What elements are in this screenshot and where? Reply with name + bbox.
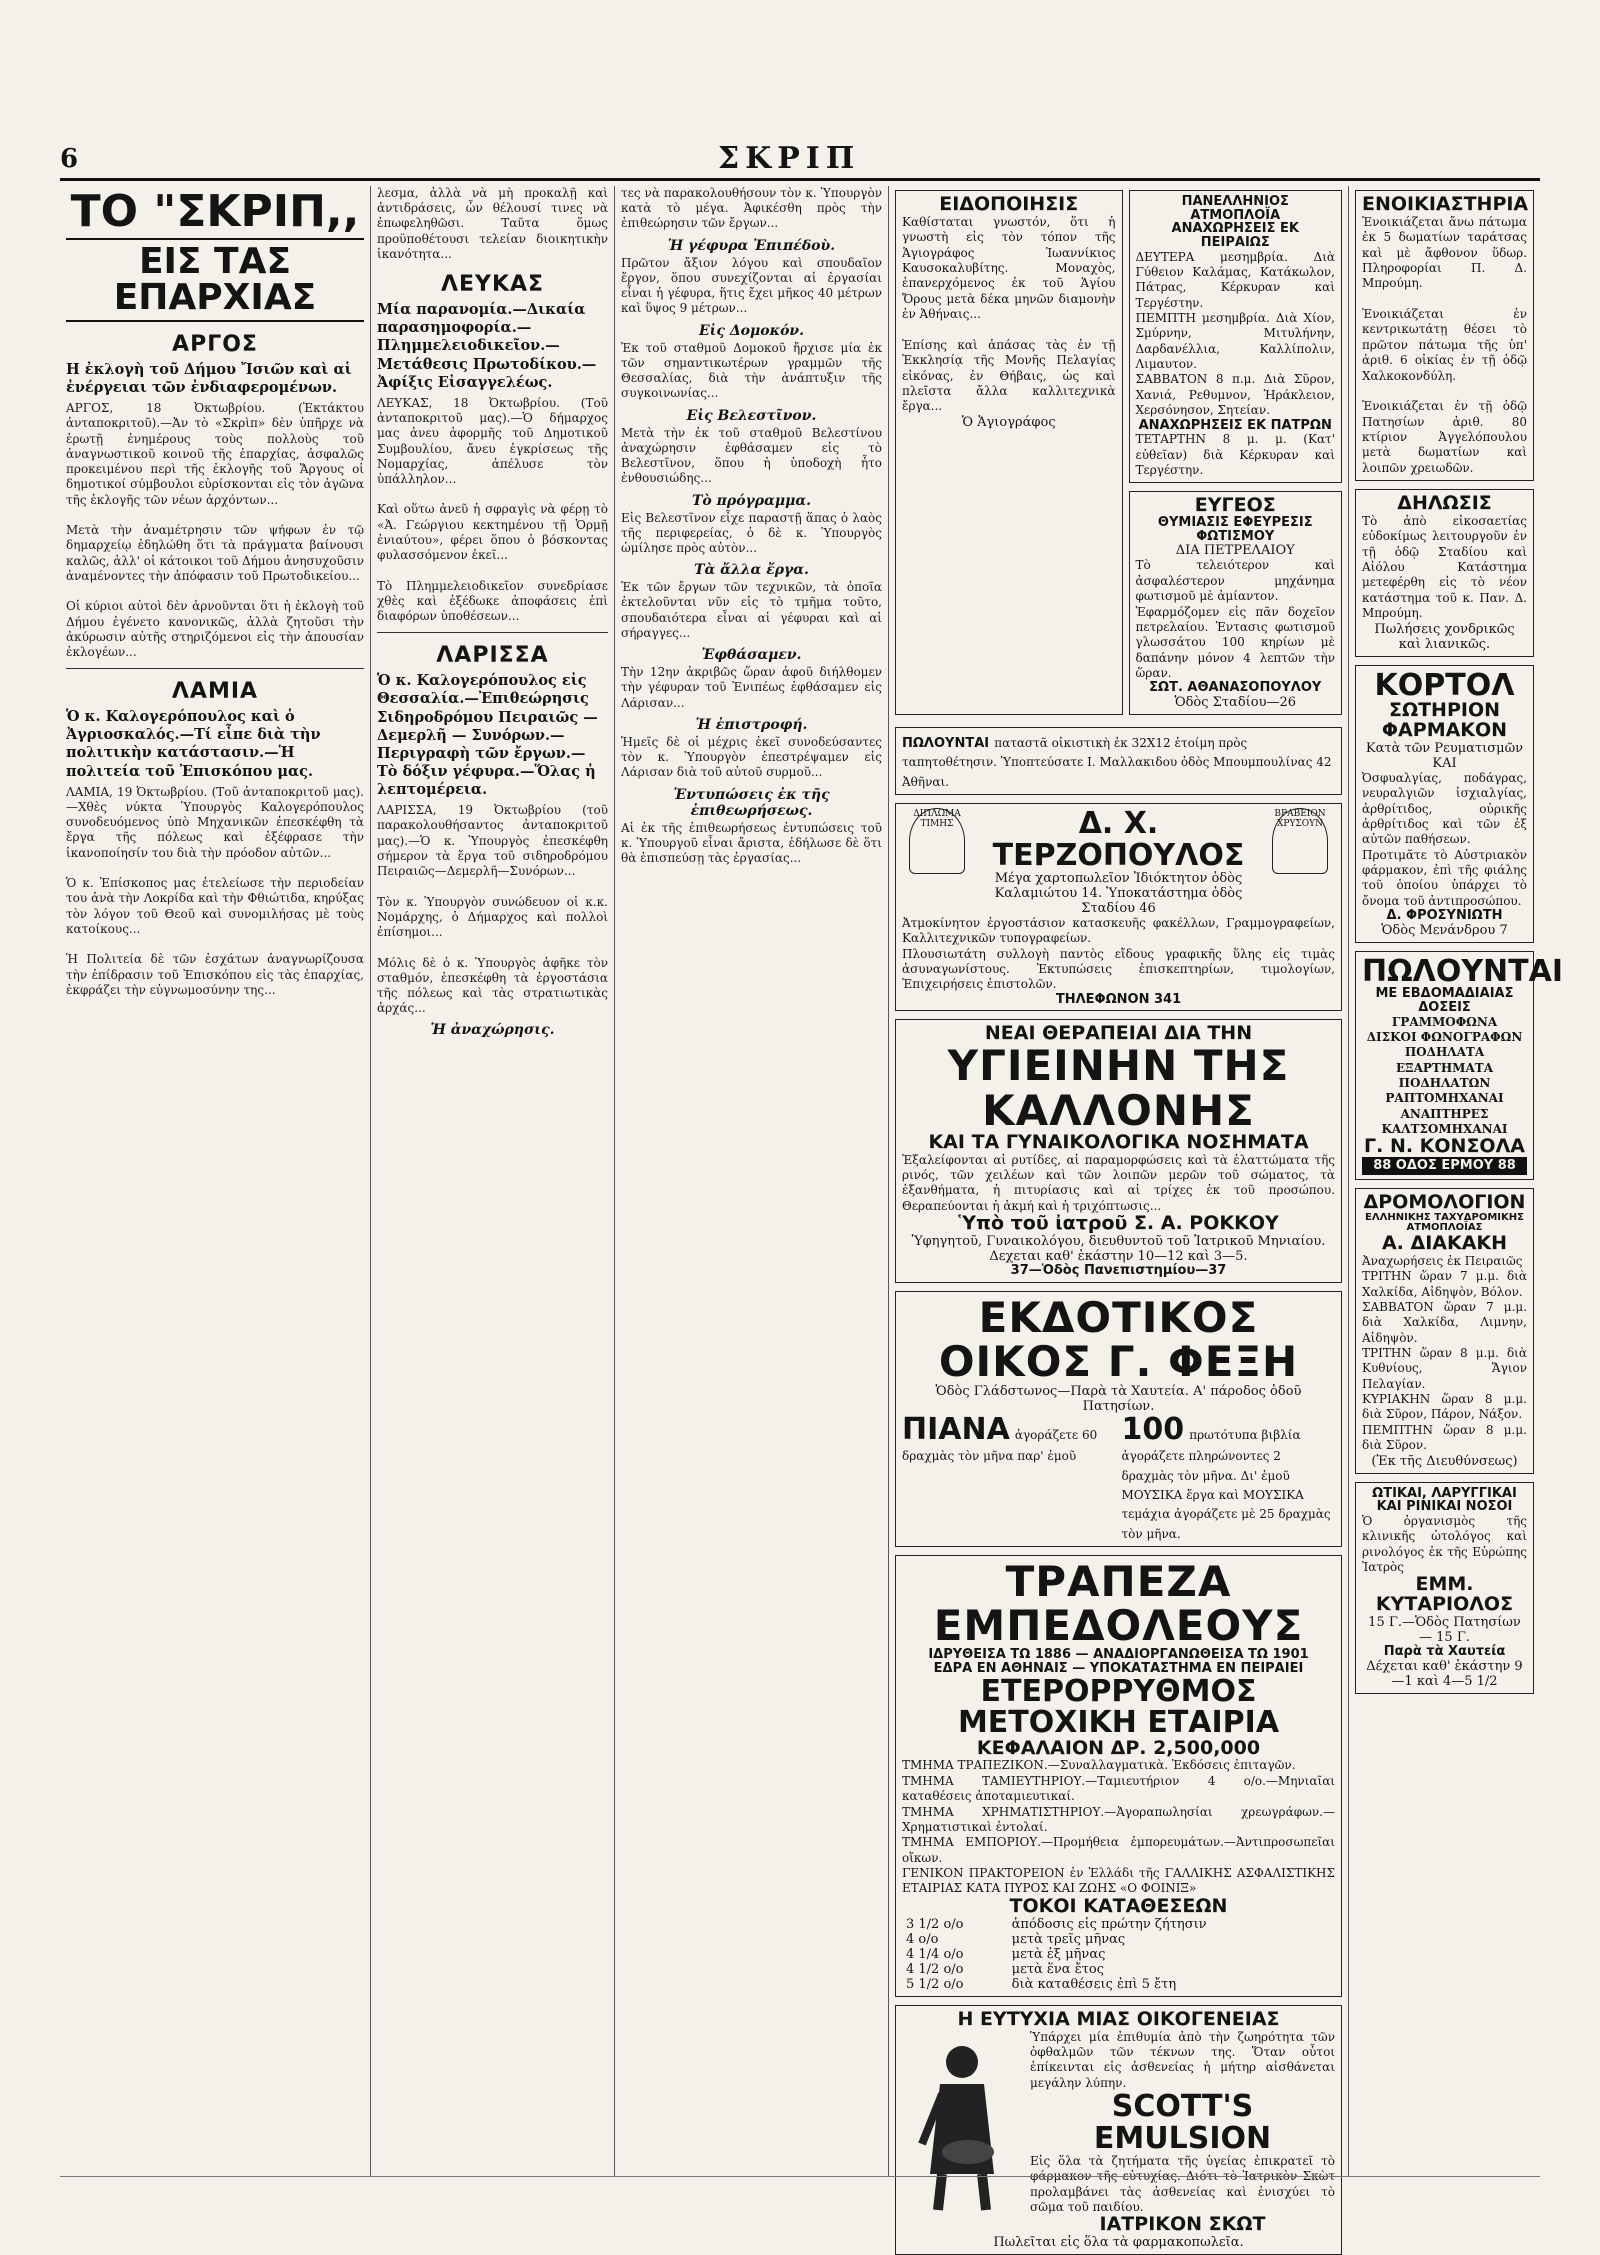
lighting-tagline: ΔΙΑ ΠΕΤΡΕΛΑΙΟΥ: [1175, 543, 1295, 559]
timetable-owner: Α. ΔΙΑΚΑΚΗ: [1381, 1231, 1508, 1254]
steamship-subheading-2: ΑΝΑΧΩΡΗΣΕΙΣ ΕΚ ΠΑΤΡΩΝ: [1138, 417, 1332, 433]
beauty-heading-1: ΝΕΑΙ ΘΕΡΑΠΕΙΑΙ ΔΙΑ ΤΗΝ: [984, 1022, 1253, 1045]
programma-body: Εἰς Βελεστῖνον εἶχε παραστῇ ἅπας ὁ λαὸς τῆς περιφερείας, ὁ δὲ κ. Ὑπουργὸς ὡμίλησε πρὸς αὐτὸν...: [621, 510, 886, 555]
lefkas-heading: ΛΕΥΚΑΣ: [440, 272, 545, 298]
ent-heading: ΩΤΙΚΑΙ, ΛΑΡΥΓΓΙΚΑΙ ΚΑΙ ΡΙΝΙΚΑΙ ΝΟΣΟΙ: [1372, 1485, 1517, 1515]
column-3: [614, 186, 888, 2176]
rate-term: μετὰ ἐξ μῆνας: [1011, 1946, 1106, 1962]
sale-heading: ΠΩΛΟΥΝΤΑΙ: [902, 735, 990, 751]
sale-body: παταστᾶ οἰκιστικὴ ἐκ 32Χ12 ἑτοίμη πρὸς ταπητοθέτησιν. Ὑποπτεύσατε Ι. Μαλλακιδου ὁδὸς Μπουμπουλίνας 42 Ἀθῆναι.: [902, 735, 1336, 789]
stationery-ad: [895, 803, 1342, 1011]
rate-value: 4 1/2 ο/ο: [906, 1961, 964, 1977]
steamship-heading: ΠΑΝΕΛΛΗΝΙΟΣ ΑΤΜΟΠΛΟΪΑ: [1181, 194, 1289, 223]
rentals-heading: ΕΝΟΙΚΙΑΣΤΗΡΙΑ: [1362, 193, 1529, 215]
rate-value: 5 1/2 ο/ο: [906, 1976, 964, 1992]
stationery-subheading: Μέγα χαρτοπωλεῖον Ἰδιόκτητον ὁδὸς Καλαμιώτου 14. Ὑποκατάστημα ὁδὸς Σταδίου 46: [994, 871, 1243, 917]
kortol-ad: [1355, 665, 1534, 943]
publisher-ad: [895, 1291, 1342, 1547]
gefyra-subheading: Ἡ γέφυρα Ἐπιπέδοὺ.: [667, 237, 836, 254]
bank-rates-heading: ΤΟΚΟΙ ΚΑΤΑΘΕΣΕΩΝ: [1009, 1894, 1228, 1917]
scotts-intro: Ὑπάρχει μία ἐπιθυμία ἀπὸ τὴν ζωηρότητα τῶν ὀφθαλμῶν τῶν τέκνων της. Ὅταν οὗτοι ἐπίκεινται εἰς ἀσθενείας ἡ μήτηρ αἰσθάνεται μεγάλην λύπην.: [1030, 2029, 1339, 2090]
larisa-deck: Ὁ κ. Καλογερόπουλος εἰς Θεσσαλία.—Ἐπιθεώρησις Σιδηροδρόμου Πειραιῶς — Δεμερλῆ — Συνόρων.— Περιγραφὴ τῶν ἔργων.— Τὸ δόξιν γέφυρα.—Ὅλας ἡ λεπτομέρεια.: [377, 672, 598, 799]
page-number: 6: [60, 144, 79, 174]
gramophone-heading: ΠΩΛΟΥΝΤΑΙ: [1362, 953, 1564, 989]
lighting-heading: ΕΥΓΕΟΣ: [1194, 494, 1276, 517]
beauty-address: 37—Ὁδὸς Πανεπιστημίου—37: [1010, 1262, 1227, 1278]
timetable-subheading: ΕΛΛΗΝΙΚΗΣ ΤΑΧΥΔΡΟΜΙΚΗΣ ΑΤΜΟΠΛΟΪΑΣ: [1365, 1211, 1524, 1234]
beauty-ad: [895, 1019, 1342, 1282]
rate-row: [902, 1977, 1335, 1992]
publisher-heading: ΕΚΔΟΤΙΚΟΣ ΟΙΚΟΣ Γ. ΦΕΞΗ: [938, 1292, 1299, 1386]
erga-body: Ἐκ τῶν ἔργων τῶν τεχνικῶν, τὰ ὁποῖα ἐκτελοῦνται νῦν εἰς τὸ τμῆμα τοῦτο, σπουδαιότερα εἶναι αἱ γέφυραι καὶ αἱ σήραγγες...: [621, 580, 886, 640]
col3-top-body: τες νὰ παρακολουθήσουν τὸν κ. Ὑπουργὸν κατὰ τὸ μέγα. Ἀφικέσθη πρὸς τὴν ἐπιθεώρησιν τῶν ἔργων...: [621, 186, 886, 231]
scotts-footer: Πωλεῖται εἰς ὅλα τὰ φαρμακοπωλεῖα.: [993, 2235, 1244, 2251]
beauty-body: Ἐξαλείφονται αἱ ρυτίδες, αἱ παραμορφώσεις καὶ τὰ ἐλαττώματα τῆς ρινός, τῶν χειλέων καὶ τῶν λοιπῶν μερῶν τοῦ σώματος, τὰ ἐξανθήματα, ἡ πιτυρίασις καὶ αἱ τρίχες ἐκ τοῦ προσώπου. Θεραπεύονται ἡ ἀκμή καὶ ἡ τριχόπτωσις...: [902, 1152, 1339, 1213]
argos-body: ΑΡΓΟΣ, 18 Ὀκτωβρίου. (Ἐκτάκτου ἀνταποκριτοῦ).—Ἀν τὸ «Σκρὶπ» δὲν ὑπῆρχε νὰ ἐρωτῇ ἐνημέρους τοὺς πολλοὺς τοῦ ἀναγνωστικοῦ κοινοῦ τῆς ἐπαρχίας, ἀσφαλῶς προκειμένου περὶ τῆς ἐκλογῆς τοῦ Ἄργους οἱ δημοτικοί σύμβουλοι εὐρίσκονται εἰς τὸν ἀγῶνα τῆς ἐκλογῆς τῶν νέων ἀρχόντων... Μετὰ τὴν ἀναμέτρησιν τῶν ψήφων ἐν τῷ δημαρχείῳ ἐδηλώθη ὅτι τὰ πράγματα βαίνουσι καλῶς, ἀλλ' οἱ κάτοικοι τοῦ Δήμου ἀνησυχοῦσιν ἀναμένοντες τὴν ἀπόφασιν τοῦ Πρωτοδικείου... Οἱ κύριοι αὐτοὶ δὲν ἀρνοῦνται ὅτι ἡ ἐκλογὴ τοῦ Δήμου ἐγένετο κανονικῶς, ἀλλὰ ζητοῦσι τὴν ἀκύρωσιν αὐτῆς στηριζόμενοι εἰς τὴν ἀπουσίαν ἐκλογέων...: [66, 401, 364, 659]
lighting-ad: [1129, 491, 1343, 715]
lighting-seller: ΣΩΤ. ΑΘΑΝΑΣΟΠΟΥΛΟΥ: [1149, 680, 1322, 696]
rate-term: ἀπόδοσις εἰς πρώτην ζήτησιν: [1011, 1916, 1207, 1932]
declaration-heading: ΔΗΛΩΣΙΣ: [1397, 492, 1492, 515]
column-2: [370, 186, 614, 2176]
rate-row: [902, 1917, 1335, 1932]
beauty-doctor: Ὑπὸ τοῦ ἰατροῦ Σ. Α. ΡΟΚΚΟΥ: [958, 1211, 1279, 1234]
beauty-doctor-detail: Ὑφηγητοῦ, Γυναικολόγου, διευθυντοῦ τοῦ Ἰατρικοῦ Μηνιαίου. Δεχεται καθ' ἑκάστην 10—12 καὶ 3—5.: [911, 1233, 1326, 1264]
notice-ad: [895, 190, 1123, 715]
kortol-against: Κατὰ τῶν Ρευματισμῶν ΚΑΙ: [1365, 740, 1524, 771]
publisher-subheading: Ὁδὸς Γλάδστωνος—Παρὰ τὰ Χαυτεία. Α' πάροδος ὁδοῦ Πατησίων.: [935, 1383, 1302, 1414]
pianos-label: ΠΙΑΝΑ: [902, 1411, 1010, 1447]
timetable-footer: (Ἐκ τῆς Διευθύνσεως): [1371, 1453, 1518, 1469]
kortol-body: Ὀσφυαλγίας, ποδάγρας, νευραλγιῶν ἰσχιαλγίας, ἀρθρίτιδος, οὐρικῆς ἀρθρίτιδος καὶ τῶν ἐξ αὐτῶν παθήσεων. Προτιμᾶτε τὸ Αὐστριακὸν φάρμακον, ἐπὶ τῆς φιάλης τοῦ ὁποίου ὑπάρχει τὸ ὄνομα τοῦ ἀντιπροσώπου.: [1362, 770, 1527, 908]
newspaper-name: ΣΚΡΙΠ: [717, 141, 861, 176]
divider: [66, 668, 364, 669]
page-header: [60, 138, 1540, 181]
columns: [60, 186, 1564, 2251]
lamia-heading: ΛΑΜΙΑ: [171, 679, 259, 705]
award-icon: ΒΡΑΒΕΙΟΝ ΧΡΥΣΟΥΝ: [1272, 808, 1328, 874]
rate-value: 3 1/2 ο/ο: [906, 1916, 964, 1932]
argos-deck: Η ἐκλογὴ τοῦ Δήμου Ἴσιῶν καὶ αἱ ἐνέργειαι τῶν ἐνδιαφερομένων.: [66, 361, 352, 397]
ent-doctor: ΕΜΜ. ΚΥΤΑΡΙΟΛΟΣ: [1375, 1573, 1514, 1616]
kortol-heading: ΚΟΡΤΟΛ: [1374, 667, 1515, 703]
rate-value: 4 1/4 ο/ο: [906, 1946, 964, 1962]
rate-value: 4 ο/ο: [906, 1931, 939, 1947]
programma-subheading: Τὸ πρόγραμμα.: [692, 492, 811, 509]
rate-row: [902, 1947, 1335, 1962]
scotts-heading: Η ΕΥΤΥΧΙΑ ΜΙΑΣ ΟΙΚΟΓΕΝΕΙΑΣ: [957, 2007, 1280, 2030]
timetable-ad: [1355, 1188, 1534, 1474]
divider: [377, 632, 608, 633]
bank-heading: ΤΡΑΠΕΖΑ ΕΜΠΕΔΟΛΕΟΥΣ: [933, 1557, 1304, 1651]
top-ads-row: [895, 186, 1342, 723]
steamship-ad: [1129, 190, 1343, 483]
books-body: πρωτότυπα βιβλία ἀγοράζετε πληρώνοντες 2 δραχμὰς τὸν μῆνα. Δι' ἐμοῦ ΜΟΥΣΙΚΑ ἔργα καὶ ΜΟΥΣΙΚΑ τεμάχια ἀγοράζετε μὲ 25 δραχμὰς τὸν μῆνα.: [1121, 1427, 1335, 1541]
beauty-heading-2: ΥΓΙΕΙΝΗΝ ΤΗΣ ΚΑΛΛΟΝΗΣ: [947, 1041, 1290, 1135]
feature-title-line1: ΤΟ "ΣΚΡΙΠ,,: [70, 186, 360, 237]
ent-address-2: Παρὰ τὰ Χαυτεία: [1383, 1644, 1506, 1660]
declaration-signature: Πωλήσεις χονδρικῶς καὶ λιανικῶς.: [1374, 621, 1515, 652]
stationery-body: Ἀτμοκίνητον ἐργοστάσιον κατασκευῆς φακέλλων, Γραμμογραφείων, Καλλιτεχνικῶν τυπογραφείων. Πλουσιωτάτη συλλογὴ παντὸς εἴδους γραφικῆς ὕλης εἰς τιμὰς ἀσυναγωνίστους. Ἐκτυπώσεις ἐπισκεπτηρίων, τιμολογίων, Ἐπιχειρήσεις ἐπιστολῶν.: [902, 916, 1335, 992]
stationery-heading: Δ. Χ. ΤΕΡΖΟΠΟΥΛΟΣ: [992, 806, 1245, 873]
medal-icon: ΔΙΠΛΩΜΑ ΤΙΜΗΣ: [909, 808, 965, 874]
domokos-subheading: Εἰς Δομοκόν.: [698, 322, 805, 339]
gramophone-seller: Γ. Ν. ΚΟΝΣΟΛΑ: [1364, 1135, 1525, 1158]
domokos-body: Ἐκ τοῦ σταθμοῦ Δομοκοῦ ἤρχισε μία ἐκ τῶν σημαντικωτέρων γραμμῶν τῆς Θεσσαλίας, διὰ τὴν ἀνάπτυξιν τῆς συγκοινωνίας...: [621, 340, 886, 401]
bank-capital: ΚΕΦΑΛΑΙΟΝ ΔΡ. 2,500,000: [976, 1736, 1261, 1759]
scotts-body: Εἰς ὅλα τὰ ζητήματα τῆς ὑγείας ἐπικρατεῖ τὸ φάρμακον τῆς εὐτυχίας. Διότι τὸ Ἰατρικὸν Σκὼτ προλαμβάνει τὰς ἀσθενείας καὶ ἐνισχύει τὸ σῶμα τοῦ παιδίου.: [1030, 2154, 1339, 2215]
rate-term: μετὰ τρεῖς μῆνας: [1011, 1931, 1126, 1947]
ent-body: Ὁ ὀργανισμὸς τῆς κλινικῆς ὠτολόγος καὶ ρινολόγος ἐκ τῆς Εὐρώπης Ἰατρὸς: [1362, 1513, 1531, 1574]
continued-body: λεσμα, ἀλλὰ νὰ μὴ προκαλῇ καὶ ἀντιδράσεις, ὧν θέλουσί τινες νὰ ἐπωφεληθῶσι. Ταῦτα ὅμως προϋποθέτουσι τελείαν διοικητικὴν ἱκανότητα...: [377, 186, 612, 261]
esthesamen-subheading: Ἐφθάσαμεν.: [701, 647, 802, 664]
column-1: [60, 186, 370, 2176]
feature-title-line2: ΕΙΣ ΤΑΣ ΕΠΑΡΧΙΑΣ: [66, 238, 364, 322]
epistrofi-subheading: Ἡ ἐπιστροφή.: [695, 716, 808, 733]
right-ads-stack: [1129, 186, 1343, 723]
argos-heading: ΑΡΓΟΣ: [172, 332, 258, 357]
fisherman-illustration: [902, 2034, 1022, 2214]
kortol-subheading: ΣΩΤΗΡΙΟΝ ΦΑΡΜΑΚΟΝ: [1381, 699, 1508, 741]
stationery-phone: ΤΗΛΕΦΩΝΟΝ 341: [1055, 991, 1182, 1007]
column-5: [1348, 186, 1564, 2176]
entyposeis-body: Αἱ ἐκ τῆς ἐπιθεωρήσεως ἐντυπώσεις τοῦ κ. Ὑπουργοῦ εἶναι ἄριστα, ἐδήλωσε δὲ ὅτι θὰ ἐπισπεύσῃ τὰς ἐργασίας...: [621, 820, 886, 866]
lamia-deck: Ὁ κ. Καλογερόπουλος καὶ ὁ Ἀγριοσκαλός.—Τί εἶπε διὰ τὴν πολιτικὴν κατάστασιν.—Ἡ πολιτεία τοῦ Ἐπισκόπου μας.: [66, 708, 321, 780]
velestino-body: Μετὰ τὴν ἐκ τοῦ σταθμοῦ Βελεστίνου ἀναχώρησιν ἐφθάσαμεν εἰς τὸ Βελεστῖνον, ὅπου ἡ ὑποδοχὴ ἦτο ἐνθουσιώδης...: [621, 425, 886, 486]
gramophone-ad: [1355, 951, 1564, 1180]
kortol-agent: Δ. ΦΡΟΣΥΝΙΩΤΗ: [1386, 908, 1503, 924]
ent-hours: Δέχεται καθ' ἑκάστην 9—1 καὶ 4—5 1/2: [1366, 1658, 1523, 1689]
gefyra-body: Πρῶτον ἄξιον λόγου καὶ σπουδαῖον ἔργον, ὅπου συνεχίζονται αἱ ἐργασίαι εἶναι ἡ γέφυρα, ἥτις ἔχει μῆκος 40 μέτρων καὶ ὕψος 9 μέτρων...: [621, 255, 886, 316]
ent-doctor-ad: [1355, 1482, 1534, 1694]
declaration-ad: [1355, 489, 1534, 656]
entyposeis-subheading: Ἐντυπώσεις ἐκ τῆς ἐπιθεωρήσεως.: [673, 786, 830, 819]
kortol-address: Ὁδὸς Μενάνδρου 7: [1381, 922, 1508, 938]
lighting-body: Τὸ τελειότερον καὶ ἀσφαλέστερον μηχάνημα φωτισμοῦ μὲ ἀμίαντον. Ἐφαρμόζομεν εἰς πᾶν δοχεῖον πετρελαίου. Ἐντασις φωτισμοῦ γλωσσάτου 100 κηρίων μὲ δαπάνην μόνον 4 λεπτῶν τὴν ὥραν.: [1135, 558, 1335, 680]
rate-row: [902, 1962, 1335, 1977]
bank-seat: ΕΔΡΑ ΕΝ ΑΘΗΝΑΙΣ — ΥΠΟΚΑΤΑΣΤΗΜΑ ΕΝ ΠΕΙΡΑΙΕΙ: [933, 1660, 1304, 1676]
rentals-body: Ἐνοικιάζεται ἄνω πάτωμα ἐκ 5 δωματίων ταράτσας καὶ μὲ ἄφθονον ὕδωρ. Πληροφορίαι Π. Δ. Μπρούμη. Ἐνοικιάζεται ἐν κεντρικωτάτῃ θέσει τὸ πρῶτον πάτωμα τῆς ὑπ' ἀριθ. 6 οἰκίας ἐν τῇ ὁδῷ Χαλκοκονδύλη. Ἐνοικιάζεται ἐν τῇ ὁδῷ Πατησίων ἀριθ. 80 κτίριον Ἀγγελόπουλου μετὰ δωματίων καὶ λοιπῶν χρειωδῶν.: [1362, 214, 1527, 475]
bank-founded: ΙΔΡΥΘΕΙΣΑ ΤΩ 1886 — ΑΝΑΔΙΟΡΓΑΝΩΘΕΙΣΑ ΤΩ 1901: [928, 1647, 1309, 1663]
scotts-emulsion-ad: [895, 2005, 1342, 2255]
gramophone-subheading: ΜΕ ΕΒΔΟΜΑΔΙΑΙΑΣ ΔΟΣΕΙΣ: [1375, 986, 1514, 1015]
erga-subheading: Τὰ ἄλλα ἔργα.: [694, 562, 809, 579]
column-4: [888, 186, 1348, 2251]
rate-term: διὰ καταθέσεις ἐπὶ 5 ἔτη: [1011, 1976, 1177, 1992]
bottom-rule: [60, 2176, 1540, 2185]
lamia-body: ΛΑΜΙΑ, 19 Ὀκτωβρίου. (Τοῦ ἀνταποκριτοῦ μας).—Χθὲς νύκτα Ὑπουργὸς Καλογερόπουλος συνοδευόμενος ὑπὸ Μηχανικῶν ἐπεσκέφθη τὰ ἔργα τῆς πόλεως καὶ ἐξέφρασε τὴν ἱκανοποίησίν του διὰ τὴν πρόοδον αὐτῶν... Ὁ κ. Ἐπίσκοπος μας ἐτελείωσε τὴν περιοδείαν του ἀνὰ τὴν Λοκρίδα καὶ τὴν Φθιώτιδα, κηρύξας τὸν λόγον τοῦ Θεοῦ καὶ συνομιλήσας μὲ τοὺς κατοίκους... Ἡ Πολιτεία δὲ τῶν ἐσχάτων ἀναγνωρίζουσα τὴν ἐπίδρασιν τοῦ Ἐπισκόπου εἰς τὰς ἐπαρχίας, ἐκφράζει τὴν εὐγνωμοσύνην της...: [66, 784, 364, 997]
esthesamen-body: Τὴν 12ην ἀκριβῶς ὥραν ἀφοῦ διήλθομεν τὴν γέφυραν τοῦ Ἐνιπέως ἐφθάσαμεν εἰς Λάρισαν...: [621, 665, 886, 710]
rentals-ad: [1355, 190, 1534, 481]
pianos-body: ἀγοράζετε 60 δραχμὰς τὸν μῆνα παρ' ἐμοῦ: [902, 1427, 1102, 1464]
larisa-body: ΛΑΡΙΣΣΑ, 19 Ὀκτωβρίου (τοῦ παρακολουθήσαντος ἀνταποκριτοῦ μας).—Ὁ κ. Ὑπουργὸς ἐπεσκέφθη σήμερον τὰ ἔργα τοῦ σιδηροδρόμου Πειραιῶς—Δεμερλῆ—Συνόρων... Τὸν κ. Ὑπουργὸν συνώδευον οἱ κ.κ. Νομάρχης, ὁ Δήμαρχος καὶ πολλοὶ ἐπίσημοι... Μόλις δὲ ὁ κ. Ὑπουργὸς ἀφῆκε τὸν σταθμόν, ἐπεσκέφθη τὰ ἐργοστάσια τῆς πόλεως καὶ τὰς στρατιωτικὰς ἀρχάς...: [377, 803, 608, 1016]
lighting-subheading: ΘΥΜΙΑΣΙΣ ΕΦΕΥΡΕΣΙΣ ΦΩΤΙΣΜΟΥ: [1157, 515, 1313, 544]
notice-heading: ΕΙΔΟΠΟΙΗΣΙΣ: [939, 193, 1079, 215]
timetable-body: Ἀναχωρήσεις ἐκ Πειραιῶς ΤΡΙΤΗΝ ὥραν 7 μ.μ. διὰ Χαλκίδα, Αἰδηψὸν, Βόλον. ΣΑΒΒΑΤΟΝ ὥραν 7 μ.μ. διὰ Χαλκίδα, Λιμνην, Αἰδηψὸν. ΤΡΙΤΗΝ ὥραν 8 μ.μ. διὰ Κυθνίους, Ἄγιον Πελαγίαν. ΚΥΡΙΑΚΗΝ ὥραν 8 μ.μ. διὰ Σῦρον, Πάρον, Νάξον. ΠΕΜΠΤΗΝ ὥραν 8 μ.μ. διὰ Σῦρον.: [1362, 1253, 1527, 1453]
gramophone-address: 88 ΟΔΟΣ ΕΡΜΟΥ 88: [1362, 1157, 1527, 1175]
bank-type: ΕΤΕΡΟΡΡΥΘΜΟΣ ΜΕΤΟΧΙΚΗ ΕΤΑΙΡΙΑ: [957, 1673, 1280, 1741]
larisa-heading: ΛΑΡΙΣΣΑ: [436, 643, 549, 669]
bank-rates-table: [902, 1917, 1335, 1992]
beauty-heading-3: ΚΑΙ ΤΑ ΓΥΝΑΙΚΟΛΟΓΙΚΑ ΝΟΣΗΜΑΤΑ: [928, 1130, 1309, 1153]
notice-body: Καθίσταται γνωστόν, ὅτι ἡ γνωστὴ εἰς τὸν τόπον τῆς Ἁγιογράφος Ἰωαννίκιος Καυσοκαλυβίτης. Μοναχὸς, ἐπανερχόμενος ἐκ τοῦ Ἁγίου Ὄρους μετὰ δέκα μηνῶν διαμονὴν ἐν Ἀθήναις... Ἐπίσης καὶ ἁπάσας τὰς ἐν τῇ Ἐκκλησίᾳ τῆς Μονῆς Πελαγίας εἰκόνας, ἐν Θήβαις, ὡς καὶ πλεῖστα ἄλλα καλλιτεχνικὰ ἔργα...: [902, 214, 1116, 414]
declaration-body: Τὸ ἀπὸ εἰκοσαετίας εὐδοκίμως λειτουργοῦν ἐν τῇ ὁδῷ Σταδίου καὶ Αἰόλου Κατάστημα μετεφέρθη εἰς τὸ νέον κατάστημα τοῦ κ. Παν. Δ. Μπρούμη.: [1362, 513, 1531, 621]
timetable-heading: ΔΡΟΜΟΛΟΓΙΟΝ: [1363, 1190, 1526, 1213]
books-label: 100: [1121, 1411, 1185, 1447]
ent-address: 15 Γ.—Ὁδὸς Πατησίων — 15 Γ.: [1368, 1615, 1521, 1646]
notice-signature: Ὁ Ἁγιογράφος: [961, 414, 1056, 430]
lefkas-deck: Μία παρανομία.—Δικαία παρασημοφορία.—Πλημμελειοδικεῖον.—Μετάθεσις Πρωτοδίκου.—Ἀφίξις Εἰσαγγελέως.: [377, 301, 597, 391]
steamship-body-2: ΤΕΤΑΡΤΗΝ 8 μ. μ. (Κατ' εὐθεῖαν) διὰ Κέρκυραν καὶ Τεργέστην.: [1135, 432, 1339, 477]
epistrofi-body: Ἡμεῖς δὲ οἱ μέχρις ἐκεῖ συνοδεύσαντες τὸν κ. Ὑπουργὸν ἐπεστρέψαμεν εἰς Λάρισαν διὰ τοῦ αὐτοῦ συρμοῦ...: [621, 734, 886, 780]
steamship-body: ΔΕΥΤΕΡΑ μεσημβρία. Διὰ Γύθειον Καλάμας, Κατάκωλον, Πάτρας, Κέρκυραν καὶ Τεργέστην. ΠΕΜΠΤΗ μεσημβρία. Διὰ Χίον, Σμύρνην, Μιτυλήνην, Δαρδανέλλια, Καλλίπολιν, Λιμαυτον. ΣΑΒΒΑΤΟΝ 8 π.μ. Διὰ Σῦρον, Χανιά, Ρεθυμνον, Ἡράκλειον, Χερσόνησον, Σητείαν.: [1135, 249, 1335, 418]
gramophone-items: ΓΡΑΜΜΟΦΩΝΑ ΔΙΣΚΟΙ ΦΩΝΟΓΡΑΦΩΝ ΠΟΔΗΛΑΤΑ ΕΞΑΡΤΗΜΑΤΑ ΠΟΔΗΛΑΤΩΝ ΡΑΠΤΟΜΗΧΑΝΑΙ ΑΝΑΠΤΗΡΕΣ ΚΑΛΤΣΟΜΗΧΑΝΑΙ: [1366, 1014, 1523, 1137]
sale-ad: [895, 727, 1342, 795]
scotts-brand: SCOTT'S EMULSION: [1093, 2089, 1272, 2156]
lefkas-body: ΛΕΥΚΑΣ, 18 Ὀκτωβρίου. (Τοῦ ἀνταποκριτοῦ μας).—Ὁ δήμαρχος μας ἀνευ ἀφορμῆς τοῦ Δημοτικοῦ Συμβουλίου, ἄνευ ἐγκρίσεως τῆς Νομαρχίας, ἀπέλυσε τὸν ὑπάλληλον... Καὶ οὕτω ἀνεῦ ἡ σφραγὶς νὰ φέρῃ τὸ «Ἀ. Γεώργιου κεκτημένου τῇ Ὁρμῇ ἐνιαύτου», φέρει ὅπου ὁ βόσκοντας φυλασσόμενον ἐκεῖ... Τὸ Πλημμελειοδικεῖον συνεδρίασε χθὲς καὶ ἐξέδωκε ἀποφάσεις ἐπὶ διαφόρων ὑποθέσεων...: [377, 395, 608, 624]
rate-row: [902, 1932, 1335, 1947]
steamship-subheading: ΑΝΑΧΩΡΗΣΕΙΣ ΕΚ ΠΕΙΡΑΙΩΣ: [1171, 221, 1299, 250]
bank-departments: ΤΜΗΜΑ ΤΡΑΠΕΖΙΚΟΝ.—Συναλλαγματικὰ. Ἐκδόσεις ἐπιταγῶν. ΤΜΗΜΑ ΤΑΜΙΕΥΤΗΡΙΟΥ.—Ταμιευτήριον 4 ο/ο.—Μηνιαῖαι καταθέσεις ἀποταμιευτικαί. ΤΜΗΜΑ ΧΡΗΜΑΤΙΣΤΗΡΙΟΥ.—Ἀγοραπωλησίαι χρεωγράφων.—Χρηματιστικαὶ ἐντολαί. ΤΜΗΜΑ ΕΜΠΟΡΙΟΥ.—Προμήθεια ἐμπορευμάτων.—Ἀντιπροσωπεῖαι οἴκων. ΓΕΝΙΚΟΝ ΠΡΑΚΤΟΡΕΙΟΝ ἐν Ἑλλάδι τῆς ΓΑΛΛΙΚΗΣ ΑΣΦΑΛΙΣΤΙΚΗΣ ΕΤΑΙΡΙΑΣ ΚΑΤΑ ΠΥΡΟΣ ΚΑΙ ΖΩΗΣ «Ο ΦΟΙΝΙΞ»: [902, 1758, 1335, 1896]
scotts-product: ΙΑΤΡΙΚΟΝ ΣΚΩΤ: [1099, 2213, 1266, 2236]
bank-ad: [895, 1555, 1342, 1997]
anachoresis-subheading: Ἡ ἀναχώρησις.: [430, 1022, 555, 1039]
rate-term: μετὰ ἕνα ἔτος: [1011, 1961, 1104, 1977]
velestino-subheading: Εἰς Βελεστῖνον.: [686, 407, 817, 424]
lighting-address: Ὁδὸς Σταδίου—26: [1174, 694, 1297, 710]
